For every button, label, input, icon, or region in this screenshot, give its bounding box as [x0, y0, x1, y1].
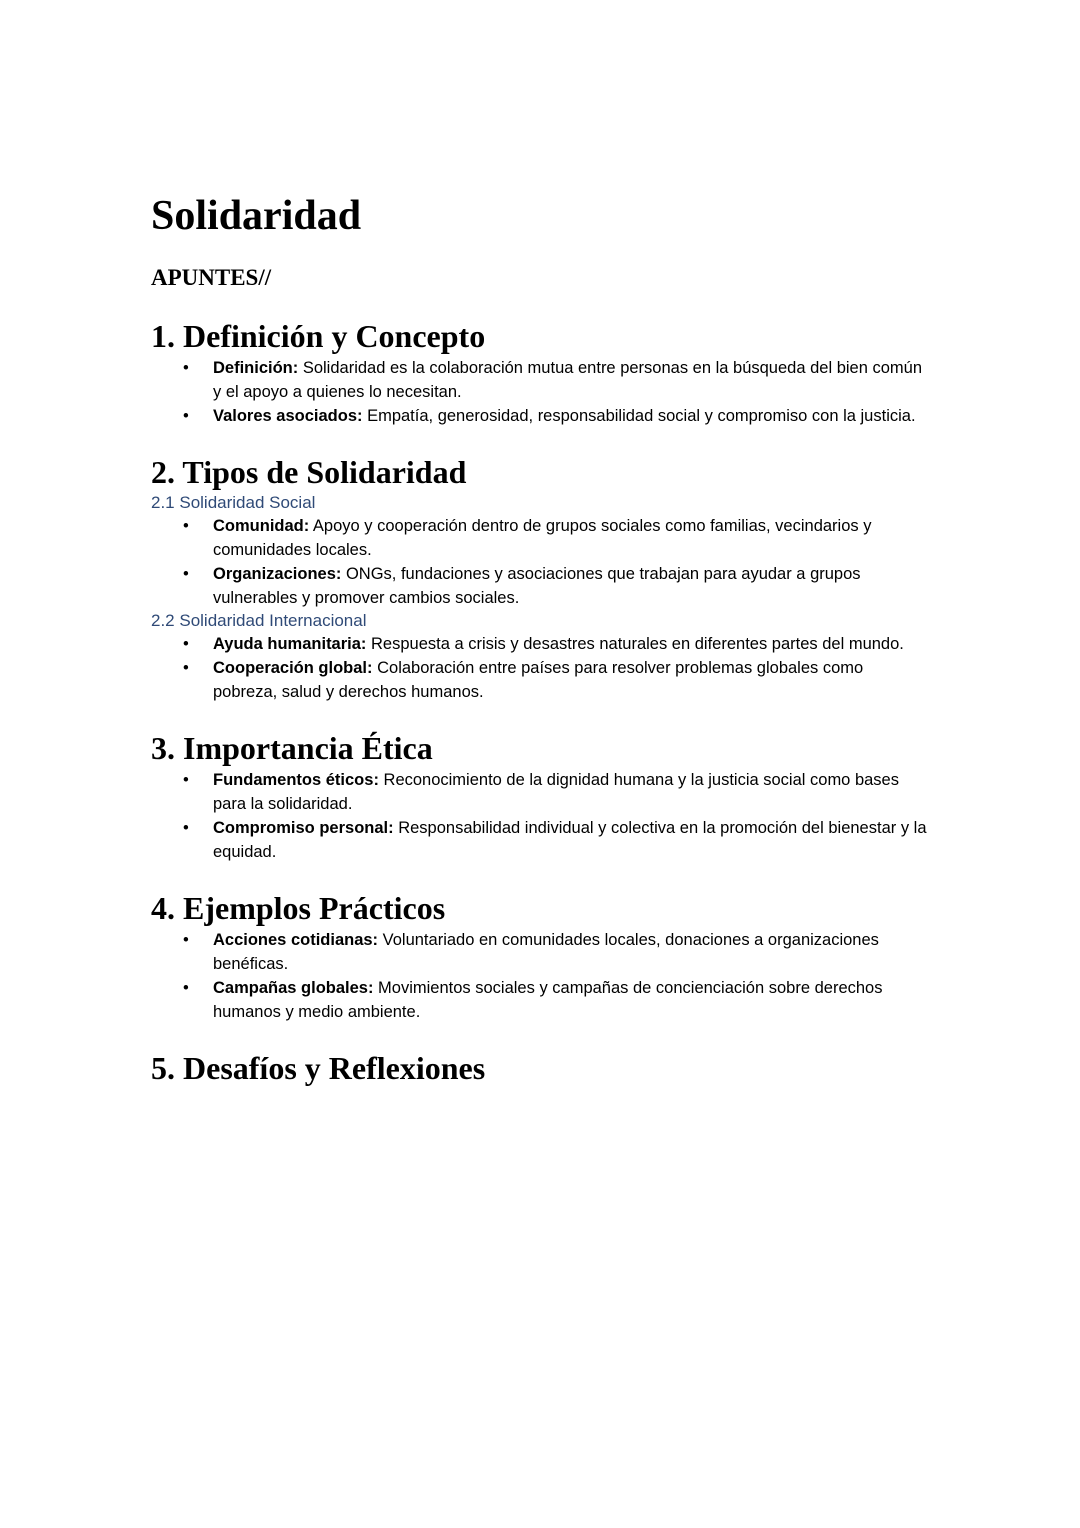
- list-item: [183, 656, 931, 704]
- list-item-text: Solidaridad es la colaboración mutua entre personas en la búsqueda del bien común y el apoyo a quienes lo necesitan.: [213, 359, 922, 401]
- list-item-text: Voluntariado en comunidades locales, donaciones a organizaciones benéficas.: [213, 931, 879, 973]
- subsection-heading-internacional: 2.2 Solidaridad Internacional: [151, 611, 367, 630]
- subsection-heading-social: 2.1 Solidaridad Social: [151, 493, 316, 512]
- list-item-text: Colaboración entre países para resolver problemas globales como pobreza, salud y derechos humanos.: [213, 659, 864, 701]
- list-item-term: Cooperación global:: [213, 659, 373, 677]
- bullet-icon: •: [183, 819, 189, 837]
- list-item-term: Definición:: [213, 359, 299, 377]
- bullet-icon: •: [183, 635, 189, 653]
- section-heading-ejemplos: 4. Ejemplos Prácticos: [151, 890, 446, 926]
- list-item-term: Compromiso personal:: [213, 819, 394, 837]
- list-item: [183, 928, 931, 976]
- section-heading-etica: 3. Importancia Ética: [151, 730, 433, 766]
- list-item: [183, 404, 931, 428]
- list-item: [183, 356, 931, 404]
- bullet-icon: •: [183, 659, 189, 677]
- list-item: [183, 632, 931, 656]
- bullet-list-internacional: [151, 632, 931, 704]
- bullet-icon: •: [183, 979, 189, 997]
- list-item: [183, 768, 931, 816]
- list-item-text: Respuesta a crisis y desastres naturales en diferentes partes del mundo.: [366, 635, 904, 653]
- list-item: [183, 562, 931, 610]
- list-item-text: Responsabilidad individual y colectiva en la promoción del bienestar y la equidad.: [213, 819, 927, 861]
- list-item-text: Empatía, generosidad, responsabilidad social y compromiso con la justicia.: [362, 407, 916, 425]
- list-item-text: Movimientos sociales y campañas de concienciación sobre derechos humanos y medio ambiente.: [213, 979, 883, 1021]
- list-item-term: Valores asociados:: [213, 407, 363, 425]
- page-title: Solidaridad: [151, 193, 362, 239]
- bullet-icon: •: [183, 407, 189, 425]
- bullet-icon: •: [183, 771, 189, 789]
- bullet-icon: •: [183, 931, 189, 949]
- list-item-text: Apoyo y cooperación dentro de grupos sociales como familias, vecindarios y comunidades locales.: [213, 517, 872, 559]
- list-item-term: Fundamentos éticos:: [213, 771, 379, 789]
- list-item-term: Acciones cotidianas:: [213, 931, 379, 949]
- list-item-term: Organizaciones:: [213, 565, 342, 583]
- list-item: [183, 816, 931, 864]
- document-content: [151, 192, 931, 1088]
- bullet-icon: •: [183, 359, 189, 377]
- section-heading-desafios: 5. Desafíos y Reflexiones: [151, 1050, 486, 1086]
- list-item: [183, 976, 931, 1024]
- list-item: [183, 514, 931, 562]
- list-item-term: Ayuda humanitaria:: [213, 635, 367, 653]
- bullet-list-ejemplos: [151, 928, 931, 1024]
- list-item-term: Comunidad:: [213, 517, 310, 535]
- bullet-icon: •: [183, 517, 189, 535]
- bullet-icon: •: [183, 565, 189, 583]
- list-item-text: ONGs, fundaciones y asociaciones que trabajan para ayudar a grupos vulnerables y promover cambios sociales.: [213, 565, 861, 607]
- list-item-term: Campañas globales:: [213, 979, 374, 997]
- bullet-list-etica: [151, 768, 931, 864]
- document-subtitle: APUNTES//: [151, 265, 272, 290]
- list-item-text: Reconocimiento de la dignidad humana y la justicia social como bases para la solidaridad.: [213, 771, 899, 813]
- section-heading-tipos: 2. Tipos de Solidaridad: [151, 454, 467, 490]
- section-heading-definicion: 1. Definición y Concepto: [151, 318, 486, 354]
- bullet-list-social: [151, 514, 931, 610]
- bullet-list-definicion: [151, 356, 931, 428]
